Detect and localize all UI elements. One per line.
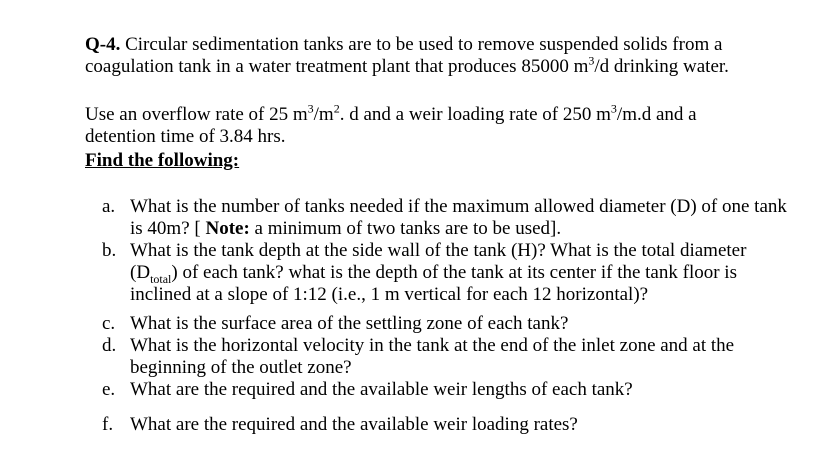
- item-b-text: What is the tank depth at the side wall of the tank (H)? What is the total diameter (D: [130, 240, 747, 283]
- question-label: Q-4.: [85, 34, 121, 55]
- question-intro-line1: Circular sedimentation tanks are to be used to remove suspended solids from a: [125, 34, 723, 55]
- item-b-text-end: ) of each tank? what is the depth of the tank at its center if the tank floor is inclined at a slope of 1:12 (i.e., 1 m vertical for each 12 horizontal)?: [130, 262, 737, 305]
- superscript-3b: 3: [610, 101, 617, 116]
- overflow-rate-text: Use an overflow rate of 25 m: [85, 104, 308, 125]
- item-letter: e.: [102, 379, 116, 400]
- weir-loading-unit: /m.d and a: [616, 104, 697, 125]
- item-text: What are the required and the available weir loading rates?: [130, 414, 578, 435]
- detention-time-text: detention time of 3.84 hrs.: [85, 126, 286, 147]
- overflow-rate-unit: /m: [313, 104, 334, 125]
- superscript-3: 3: [307, 101, 314, 116]
- find-heading: Find the following:: [85, 150, 240, 171]
- item-letter: d.: [102, 335, 117, 356]
- list-item-c: [102, 313, 792, 335]
- design-conditions: [85, 101, 785, 148]
- list-item-d: [102, 335, 792, 379]
- item-letter: a.: [102, 196, 116, 217]
- item-letter: c.: [102, 313, 116, 334]
- item-text: What is the surface area of the settling zone of each tank?: [130, 313, 569, 334]
- list-item-f: [102, 414, 792, 436]
- question-intro-line2-end: /d drinking water.: [594, 56, 729, 77]
- note-label: Note:: [205, 218, 250, 239]
- list-item-e: [102, 379, 792, 401]
- item-letter: f.: [102, 414, 114, 435]
- question-intro-line2: coagulation tank in a water treatment plant that produces 85000 m: [85, 56, 589, 77]
- question-intro: [85, 34, 785, 78]
- item-text: What is the horizontal velocity in the tank at the end of the inlet zone and at the beginning of the outlet zone?: [130, 335, 735, 378]
- list-item-b: [102, 240, 792, 306]
- cubic-superscript: 3: [588, 53, 595, 68]
- item-text: [130, 240, 792, 306]
- item-letter: b.: [102, 240, 117, 261]
- total-subscript: total: [150, 271, 172, 286]
- item-text: What are the required and the available weir lengths of each tank?: [130, 379, 633, 400]
- list-item-a: [102, 196, 792, 240]
- weir-loading-text: . d and a weir loading rate of 250 m: [339, 104, 611, 125]
- superscript-2: 2: [333, 101, 340, 116]
- item-a-note-text: a minimum of two tanks are to be used].: [249, 218, 562, 239]
- item-text: [130, 196, 792, 240]
- item-a-text: What is the number of tanks needed if the maximum allowed diameter (D) of one tank is 40m? [: [130, 196, 787, 239]
